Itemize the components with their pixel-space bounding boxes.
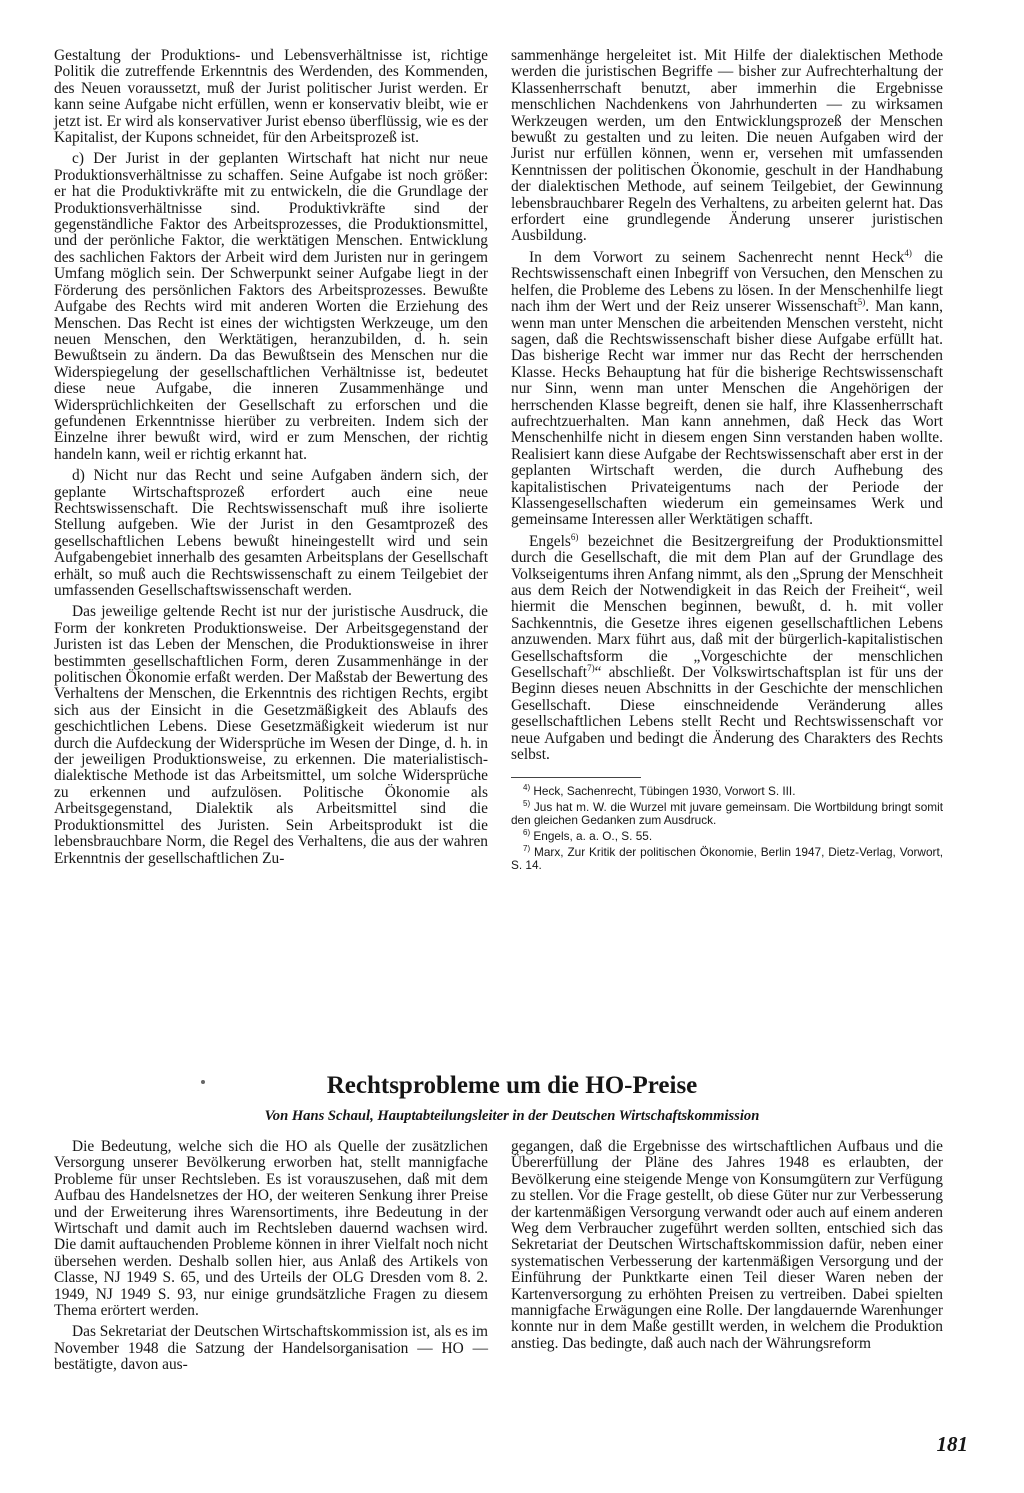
paragraph-text: Das Sekretariat der Deutschen Wirtschaftskommission ist, als es im November 1948 die Satzung der Handelsorganisation — HO — bestätigte, davon aus- xyxy=(54,1323,488,1374)
footnote xyxy=(511,846,943,872)
paragraph-text: die Rechtswissenschaft einen Inbegriff von Versuchen, den Menschen zu helfen, die Probleme des Lebens zu lösen. In der Menschenhilfe liegt nach ihm der Wert und der Reiz unserer Wissenschaft xyxy=(511,248,944,316)
paragraph xyxy=(511,531,943,764)
top-left-column xyxy=(54,48,488,872)
footnote xyxy=(511,801,943,827)
paragraph-text: c) Der Jurist in der geplanten Wirtschaft hat nicht nur neue Produktionsverhältnisse zu schaffen. Seine Aufgabe ist noch größer: er hat die Produktivkräfte mit zu entwickeln, die die Grundlage der Produktionsverhältnisse sind. Produktivkräfte sind der gegenständliche Faktor des Arbeitsprozesses, die Produktionsmittel, und der perönliche Faktor, die werktätigen Menschen. Entwicklung des sachlichen Faktors der Arbeit wird dem Juristen nur in geringem Umfang möglich sein. Der Schwerpunkt seiner Aufgabe liegt in der Förderung des persönlichen Faktors des Arbeitsprozesses. Bewußte Aufgabe des Rechts wird mit anderen Worten die Erziehung des Menschen. Das Recht ist eines der wichtigsten Werkzeuge, um den neuen Menschen, den Werktätigen, heranzubilden, d. h. sein Bewußtsein zu ändern. Da das Bewußtsein des Menschen nur die Widerspiegelung der gesellschaftlichen Verhältnisse ist, bedeutet diese neue Aufgabe, die inneren Zusammenhänge und Widersprüchlichkeiten der Gesellschaft zu erforschen und die gefundenen Erkenntnisse hierüber zu verbreiten. Indem sich der Einzelne ihrer bewußt wird, wird er zum Menschen, der richtig handeln kann, weil er richtig erkannt hat. xyxy=(54,150,488,463)
footnote-ref: 4) xyxy=(904,247,912,258)
paragraph xyxy=(54,604,488,867)
article-title: Rechtsprobleme um die HO-Preise xyxy=(326,1072,698,1099)
paragraph-text: “ abschließt. Der Volkswirtschaftsplan ist für uns der Beginn dieses neuen Abschnitts in der Geschichte der menschlichen Gesellschaft. Diese einschneidende Veränderung alles gesellschaftlichen Lebens stellt Recht und Rechtswissenschaft vor neue Aufgaben und bedingt die Änderung des Charakters des Rechts selbst. xyxy=(511,664,943,764)
footnote-ref: 7) xyxy=(523,844,531,854)
paragraph xyxy=(54,48,488,146)
top-right-body xyxy=(511,48,943,763)
top-right-column xyxy=(511,48,943,875)
paragraph-text: gegangen, daß die Ergebnisse des wirtschaftlichen Aufbaus und die Übererfüllung der Pläne des Jahres 1948 es erlaubten, der Bevölkerung eine steigende Menge von Konsumgütern zur Verfügung zu stellen. Vor die Frage gestellt, ob diese Güter nur zur Verbesserung der kartenmäßigen Versorgung verwandt oder auch auf einem anderen Weg dem Verbraucher zugeführt werden sollten, entschied sich das Sekretariat der Deutschen Wirtschaftskommission dafür, neben einer systematischen Verbesserung der kartenmäßigen Versorgung und der Einführung der Punktkarte einen Teil dieser Waren neben der Kartenversorgung zu erhöhten Preisen zu vertreiben. Dabei spielten mannigfache Erwägungen eine Rolle. Der langdauernde Warenhunger konnte nur in dem Maße gestillt werden, in welchem die Produktion anstieg. Das bedingte, daß auch nach der Währungsreform xyxy=(511,1138,943,1352)
footnote-rule xyxy=(511,777,641,778)
footnote-text: Jus hat m. W. die Wurzel mit juvare gemeinsam. Die Wortbildung bringt somit den gleichen Gedanken zum Ausdruck. xyxy=(511,800,943,828)
paragraph-text: Engels xyxy=(529,532,571,550)
footnote-text: Heck, Sachenrecht, Tübingen 1930, Vorwort S. III. xyxy=(530,784,796,799)
paragraph-text: d) Nicht nur das Recht und seine Aufgaben ändern sich, der geplante Wirtschaftsprozeß erfordert auch eine neue Rechtswissenschaft. Die Rechtswissenschaft muß ihre isolierte Stellung aufgeben. Wie der Jurist in den Gesamtprozeß des gesellschaftlichen Lebens bewußt hineingestellt wird und sein Aufgabengebiet innerhalb des gesamten Arbeitsplans der Gesellschaft erhält, so muß auch die Rechtswissenschaft zu einem Teilgebiet der umfassenden Gesellschaftswissenschaft werden. xyxy=(54,467,488,599)
paragraph-text: Die Bedeutung, welche sich die HO als Quelle der zusätzlichen Versorgung unserer Bevölkerung erworben hat, stellt mannigfache Probleme für unser Rechtsleben. Es ist vorauszusehen, daß mit dem Aufbau des Handelsnetzes der HO, der weiteren Senkung ihrer Preise und der Erweiterung ihres Warensortiments, ihre Bedeutung in der Wirtschaft und damit auch im Rechtsleben dauernd wachsen wird. Die damit auftauchenden Probleme können in ihrer Vielfalt noch nicht übersehen werden. Deshalb sollen hier, aus Anlaß des Artikels von Classe, NJ 1949 S. 65, und des Urteils der OLG Dresden vom 8. 2. 1949, NJ 1949 S. 93, nur einige grundsätzliche Fragen zu diesem Thema erörtert werden. xyxy=(54,1138,488,1320)
footnote-ref: 7) xyxy=(587,662,595,673)
article-left-column xyxy=(54,1139,488,1379)
paragraph xyxy=(511,247,944,529)
footnote xyxy=(511,830,943,843)
paragraph xyxy=(511,1139,943,1352)
article-byline: Von Hans Schaul, Hauptabteilungsleiter in der Deutschen Wirtschaftskommission xyxy=(264,1108,760,1124)
article-right-column xyxy=(511,1139,943,1357)
paragraph-text: . Man kann, wenn man unter Menschen die arbeitenden Menschen versteht, nicht sagen, daß die Rechtswissenschaft bisher diese Aufgabe erfüllt hat. Das bisherige Recht war immer nur das Recht der herrschenden Klasse. Hecks Behauptung hat für die bisherige Rechtswissenschaft nur Sinn, wenn man unter Menschen die Angehörigen der herrschenden Klasse begreift, denen sie half, ihre Klassenherrschaft aufrechtzuerhalten. Man kann annehmen, daß Heck das Wort Menschenhilfe nicht in diesem engen Sinn verstanden haben wollte. Realisiert kann diese Aufgabe der Rechtswissenschaft aber erst in der geplanten Wirtschaft werden, die durch Aufhebung des kapitalistischen Privateigentums nach der Periode der Klassengesellschaften wiederum ein gemeinsames Werk und gemeinsame Interessen aller Werktätigen schafft. xyxy=(511,298,943,529)
footnote-text: Engels, a. a. O., S. 55. xyxy=(530,829,653,844)
paragraph xyxy=(54,1324,488,1373)
page-number: 181 xyxy=(936,1432,968,1456)
paragraph-text: In dem Vorwort zu seinem Sachenrecht nennt Heck xyxy=(529,248,905,266)
footnote-ref: 5) xyxy=(523,799,531,809)
footnote-ref: 6) xyxy=(523,828,531,838)
paragraph-text: bezeichnet die Besitzergreifung der Produktionsmittel durch die Gesellschaft, die mit dem Plan auf der Grundlage des Volkseigentums ihren Anfang nimmt, als den „Sprung der Menschheit aus dem Reich der Notwendigkeit in das Reich der Freiheit“, weil hiermit die Menschen beginnen, bewußt, d. h. mit voller Sachkenntnis, die Gesetze ihres eigenen gesellschaftlichen Lebens anzuwenden. Marx führt aus, daß mit der bürgerlich-kapitalistischen Gesellschaftsform die „Vorgeschichte der menschlichen Gesellschaft xyxy=(511,532,943,682)
footnotes xyxy=(511,785,943,872)
footnote-ref: 5) xyxy=(857,296,866,307)
paragraph xyxy=(54,151,488,463)
footnote-ref: 4) xyxy=(523,783,531,793)
footnote xyxy=(511,785,943,798)
footnote-ref: 6) xyxy=(570,531,579,542)
paragraph-text: Das jeweilige geltende Recht ist nur der juristische Ausdruck, die Form der konkreten Produktionsweise. Der Arbeitsgegenstand der Juristen ist das Leben der Menschen, die Produktionsweise in ihrer bestimmten gesellschaftlichen Form, deren Zusammenhänge in der politischen Ökonomie erfaßt werden. Der Maßstab der Bewertung des Verhaltens der Menschen, die Erkenntnis des richtigen Rechts, ergibt sich aus der Einsicht in die Gesetzmäßigkeit des Ablaufs des geschichtlichen Lebens. Diese Gesetzmäßigkeit wiederum ist nur durch die Aufdeckung der Widersprüche im Wesen der Dinge, d. h. in der jeweiligen Produktionsweise, zu erkennen. Die materialistisch-dialektische Methode ist das Arbeitsmittel, um solche Widersprüche zu erkennen und aufzulösen. Politische Ökonomie als Arbeitsgegenstand, Dialektik als Arbeitsmittel sind die Produktionsmittel des Juristen. Sein Arbeitsprodukt ist die lebensbrauchbare Norm, die Regel des Verhaltens, die aus der wahren Erkenntnis der gesellschaftlichen Zu- xyxy=(54,603,488,867)
paragraph xyxy=(54,468,488,599)
paragraph xyxy=(54,1139,488,1319)
footnote-text: Marx, Zur Kritik der politischen Ökonomie, Berlin 1947, Dietz-Verlag, Vorwort, S. 14. xyxy=(511,845,943,873)
paragraph xyxy=(511,48,943,245)
paragraph-text: Gestaltung der Produktions- und Lebensverhältnisse ist, richtige Politik die zutreffende Erkenntnis des Werdenden, des Kommenden, des Neuen voraussetzt, muß der Jurist politischer Jurist werden. Er kann seine Aufgabe nicht erfüllen, wenn er konservativ bleibt, wie er jetzt ist. Er wird als konservativer Jurist ebenso überflüssig, wie es der Kapitalist, der Kupons schneidet, für den Arbeitsprozeß ist. xyxy=(54,47,488,147)
paragraph-text: sammenhänge hergeleitet ist. Mit Hilfe der dialektischen Methode werden die juristischen Begriffe — bisher zur Aufrechterhaltung der Klassenherrschaft benutzt, aber immerhin die Ergebnisse menschlichen Nachdenkens von Jahrhunderten — zu wirksamen Werkzeugen werden, um den Entwicklungsprozeß der Menschen bewußt zu gestalten und zu leiten. Die neuen Aufgaben wird der Jurist nur erfüllen können, wenn er, versehen mit umfassenden Kenntnissen der politischen Ökonomie, geschult in der Handhabung der dialektischen Methode, auf seinem Teilgebiet, der Gewinnung lebensbrauchbarer Regeln des Verhaltens, zu arbeiten gelernt hat. Das erfordert eine grundlegende Änderung unserer juristischen Ausbildung. xyxy=(511,47,943,245)
